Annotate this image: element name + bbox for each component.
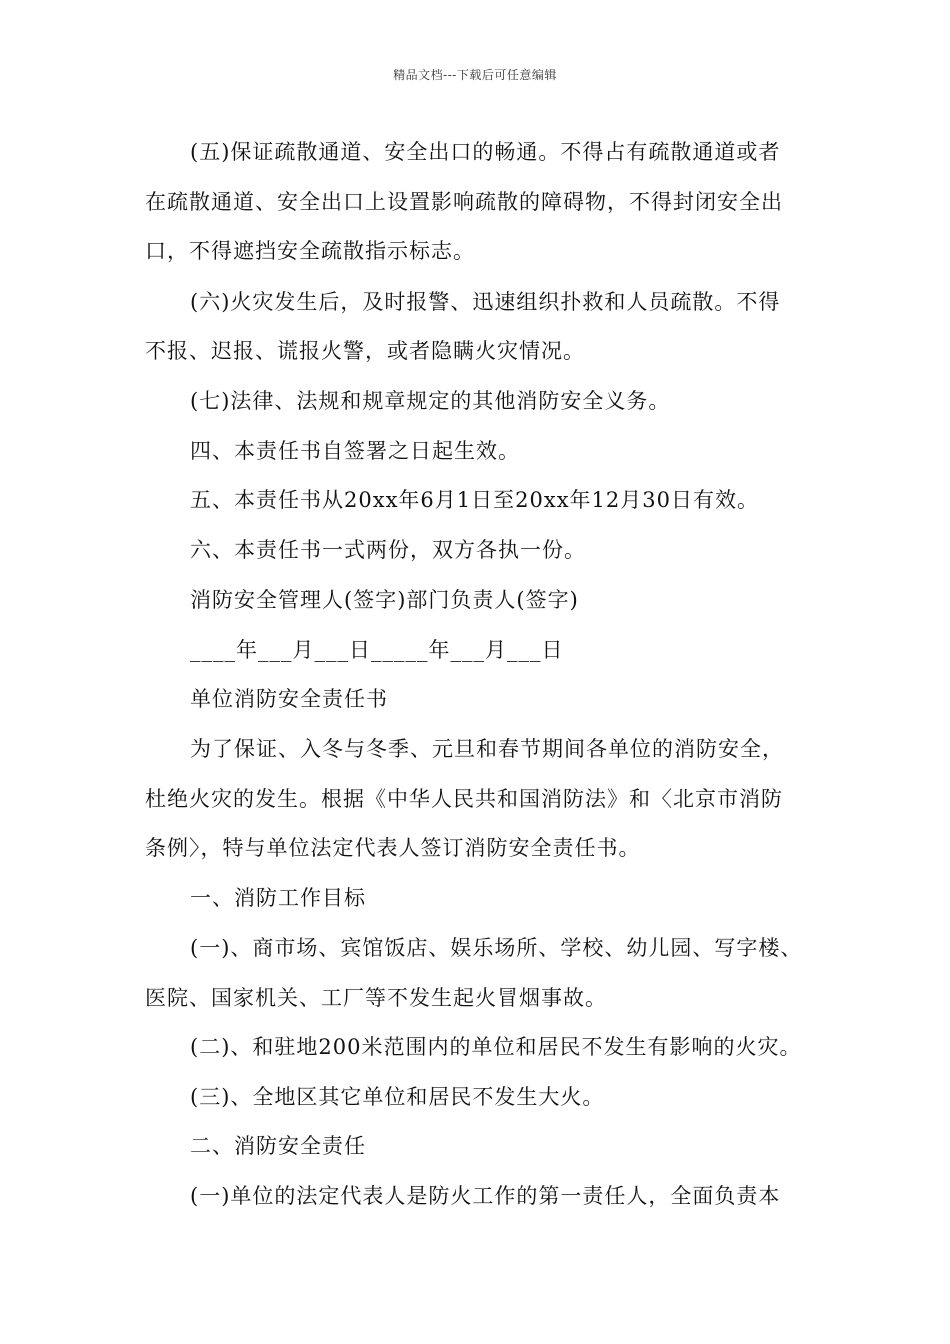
paragraph-line: 六、本责任书一式两份，双方各执一份。 [190,538,586,562]
paragraph-line: (一)、商市场、宾馆饭店、娱乐场所、学校、幼儿园、写字楼、 [190,936,803,960]
section-heading: 二、消防安全责任 [190,1134,366,1158]
paragraph-line: 四、本责任书自签署之日起生效。 [190,439,520,463]
paragraph-line: 条例〉，特与单位法定代表人签订消防安全责任书。 [145,836,641,860]
paragraph-line: 口，不得遮挡安全疏散指示标志。 [145,239,475,263]
paragraph-line: 不报、迟报、谎报火警，或者隐瞒火灾情况。 [145,339,585,363]
section-heading: 一、消防工作目标 [190,886,366,910]
page-header: 精品文档---下载后可任意编辑 [393,68,557,82]
paragraph-line: (六)火灾发生后，及时报警、迅速组织扑救和人员疏散。不得 [190,290,781,314]
paragraph-line: 医院、国家机关、工厂等不发生起火冒烟事故。 [145,986,607,1010]
paragraph-line: (七)法律、法规和规章规定的其他消防安全义务。 [190,389,671,413]
paragraph-line: 为了保证、入冬与冬季、元旦和春节期间各单位的消防安全， [190,737,784,761]
paragraph-line: (三)、全地区其它单位和居民不发生大火。 [190,1085,605,1109]
paragraph-line: (二)、和驻地200米范围内的单位和居民不发生有影响的火灾。 [190,1035,802,1059]
paragraph-line: (五)保证疏散通道、安全出口的畅通。不得占有疏散通道或者 [190,140,781,164]
paragraph-line: 杜绝火灾的发生。根据《中华人民共和国消防法》和〈北京市消防 [145,787,783,811]
paragraph-line: (一)单位的法定代表人是防火工作的第一责任人，全面负责本 [190,1184,781,1208]
paragraph-line: 在疏散通道、安全出口上设置影响疏散的障碍物，不得封闭安全出 [145,190,783,214]
section-title: 单位消防安全责任书 [190,687,388,711]
signature-line: 消防安全管理人(签字)部门负责人(签字) [190,588,579,612]
paragraph-line: 五、本责任书从20xx年6月1日至20xx年12月30日有效。 [190,488,759,512]
date-line: ____年___月___日_____年___月___日 [190,638,564,662]
